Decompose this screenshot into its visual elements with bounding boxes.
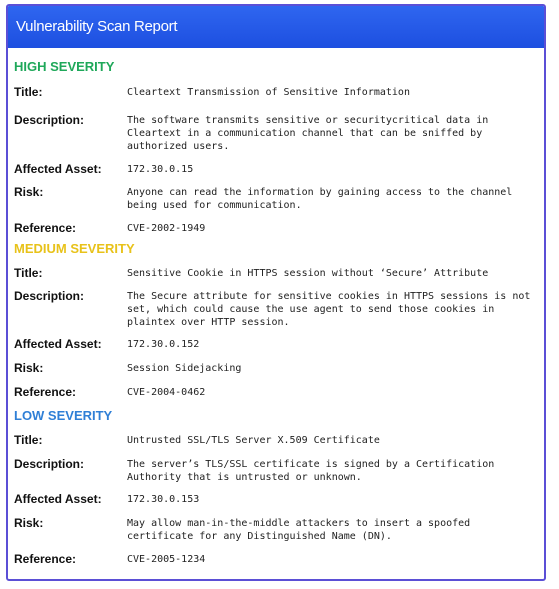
finding-title-row	[14, 432, 538, 447]
title-label: Title:	[14, 266, 43, 280]
asset-label: Affected Asset:	[14, 337, 102, 351]
finding-reference-row	[14, 384, 538, 399]
finding-description-row	[14, 112, 538, 153]
finding-reference: CVE-2004-0462	[127, 387, 206, 398]
finding-title: Untrusted SSL/TLS Server X.509 Certificate	[127, 435, 380, 446]
reference-label: Reference:	[14, 552, 77, 566]
reference-label: Reference:	[14, 221, 77, 235]
finding-asset-row	[14, 336, 538, 351]
finding-risk: May allow man-in-the-middle attackers to insert a spoofed certificate for any Distinguished Name (DN).	[127, 518, 477, 542]
finding-title-row	[14, 265, 538, 280]
finding-asset: 172.30.0.153	[127, 494, 200, 505]
finding-description: The software transmits sensitive or securitycritical data in Cleartext in a communication channel that can be sniffed by authorized users.	[127, 115, 495, 152]
asset-label: Affected Asset:	[14, 492, 102, 506]
asset-label: Affected Asset:	[14, 162, 102, 176]
report-content	[8, 59, 544, 566]
description-label: Description:	[14, 457, 85, 471]
finding-reference-row	[14, 220, 538, 235]
finding-reference: CVE-2005-1234	[127, 554, 206, 565]
title-label: Title:	[14, 85, 43, 99]
finding-description-row	[14, 288, 538, 329]
finding-reference: CVE-2002-1949	[127, 223, 206, 234]
finding-risk-row	[14, 515, 538, 543]
finding-asset: 172.30.0.152	[127, 339, 200, 350]
finding-risk-row	[14, 184, 538, 212]
finding-title: Sensitive Cookie in HTTPS session without ‘Secure’ Attribute	[127, 268, 489, 279]
finding-risk-row	[14, 360, 538, 375]
finding-description-row	[14, 456, 538, 484]
finding-asset-row	[14, 161, 538, 176]
finding-title: Cleartext Transmission of Sensitive Information	[127, 87, 410, 98]
description-label: Description:	[14, 113, 85, 127]
description-label: Description:	[14, 289, 85, 303]
report-title: Vulnerability Scan Report	[8, 6, 544, 48]
severity-heading-low: LOW SEVERITY	[14, 408, 113, 423]
finding-risk: Session Sidejacking	[127, 363, 242, 374]
finding-risk: Anyone can read the information by gaining access to the channel being used for communication.	[127, 187, 519, 211]
reference-label: Reference:	[14, 385, 77, 399]
risk-label: Risk:	[14, 516, 44, 530]
risk-label: Risk:	[14, 361, 44, 375]
report-panel	[6, 4, 546, 581]
risk-label: Risk:	[14, 185, 44, 199]
severity-heading-medium: MEDIUM SEVERITY	[14, 241, 135, 256]
finding-title-row	[14, 84, 538, 99]
finding-description: The server’s TLS/SSL certificate is signed by a Certification Authority that is untrusted or unknown.	[127, 459, 501, 483]
severity-heading-high: HIGH SEVERITY	[14, 59, 115, 74]
title-label: Title:	[14, 433, 43, 447]
finding-description: The Secure attribute for sensitive cookies in HTTPS sessions is not set, which could cause the use agent to send those cookies in plaintex over HTTP session.	[127, 291, 537, 328]
finding-asset: 172.30.0.15	[127, 164, 194, 175]
finding-reference-row	[14, 551, 538, 566]
finding-asset-row	[14, 491, 538, 506]
